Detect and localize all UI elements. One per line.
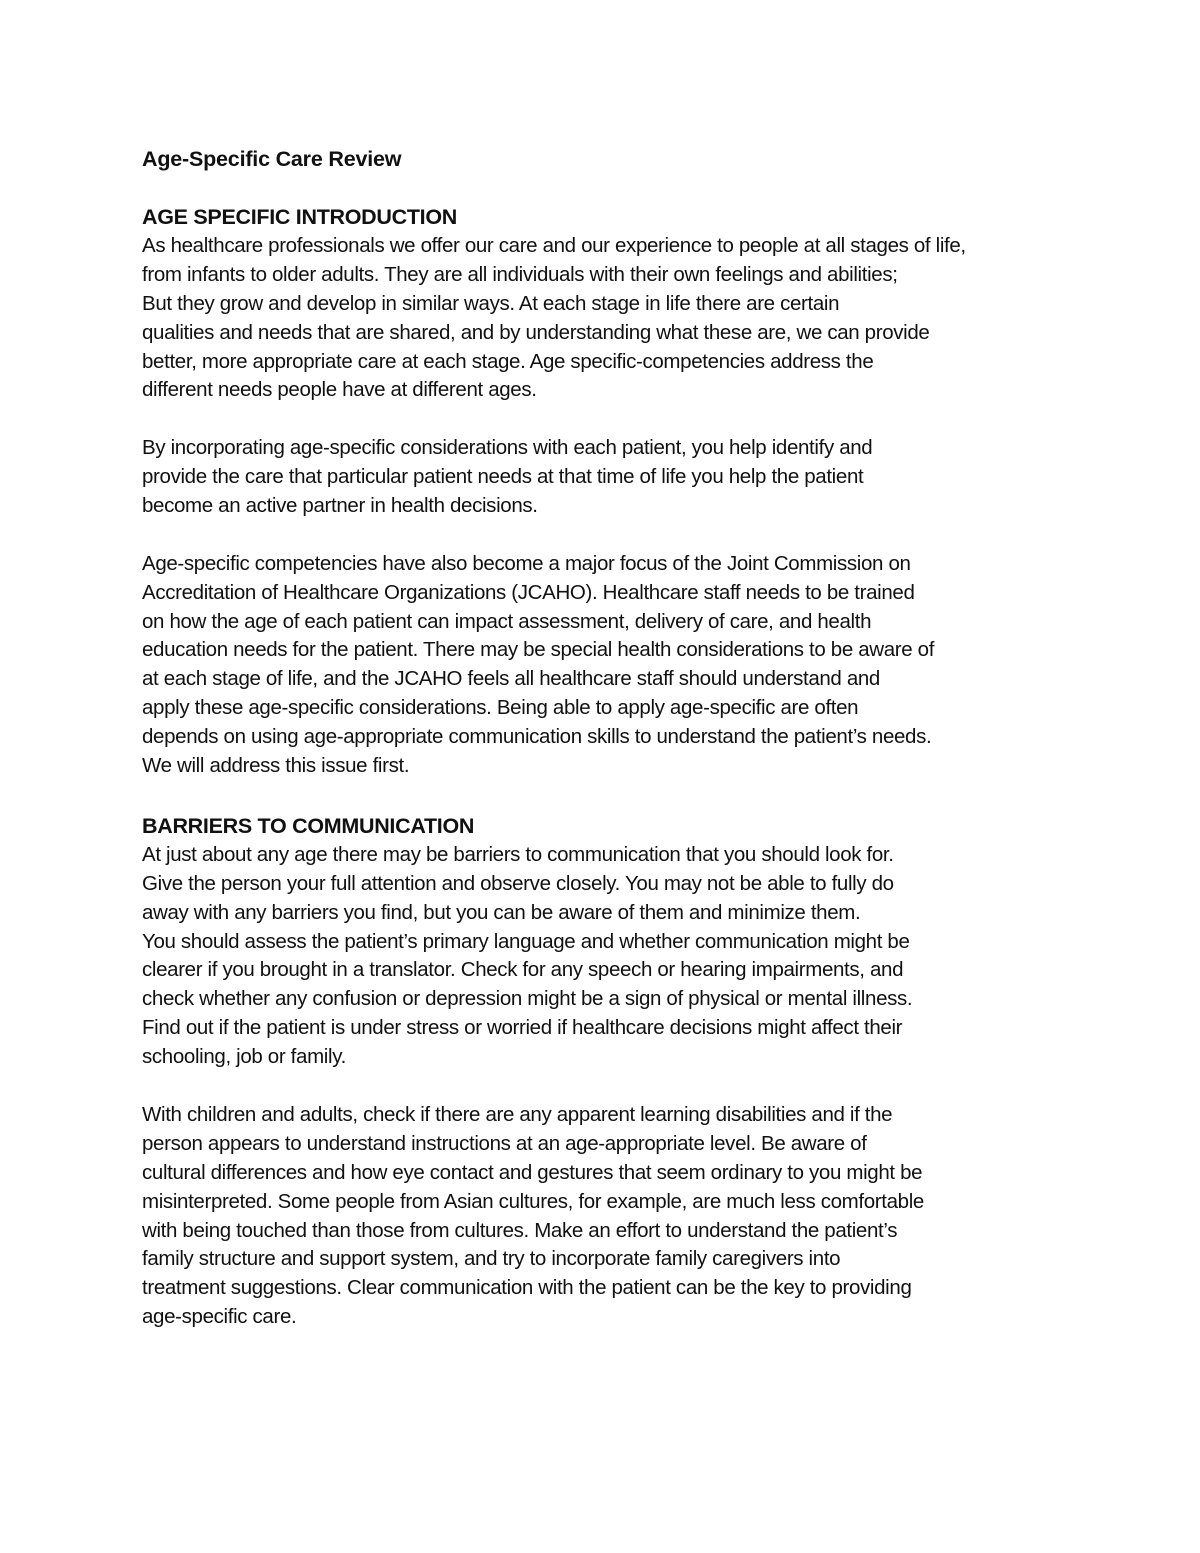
text-line: We will address this issue first. xyxy=(142,754,410,778)
text-line: person appears to understand instructions at an age-appropriate level. Be aware of xyxy=(142,1131,867,1155)
text-line: treatment suggestions. Clear communication with the patient can be the key to providing xyxy=(142,1276,912,1300)
text-line: At just about any age there may be barriers to communication that you should look for. xyxy=(142,842,894,866)
spacer xyxy=(142,175,1072,202)
document-body xyxy=(142,143,1072,1332)
text-line: on how the age of each patient can impact assessment, delivery of care, and health xyxy=(142,609,872,633)
text-line: With children and adults, check if there are any apparent learning disabilities and if the xyxy=(142,1102,893,1126)
text-line: away with any barriers you find, but you can be aware of them and minimize them. xyxy=(142,900,861,924)
text-line: better, more appropriate care at each stage. Age specific-competencies address the xyxy=(142,349,874,373)
text-line: You should assess the patient’s primary language and whether communication might be xyxy=(142,929,910,953)
text-line: But they grow and develop in similar ways. At each stage in life there are certain xyxy=(142,291,840,315)
section-barriers-to-communication xyxy=(142,811,1072,1332)
text-line: Accreditation of Healthcare Organizations (JCAHO). Healthcare staff needs to be trained xyxy=(142,580,915,604)
text-line: family structure and support system, and try to incorporate family caregivers into xyxy=(142,1247,841,1271)
text-line: Give the person your full attention and observe closely. You may not be able to fully do xyxy=(142,871,894,895)
text-line: misinterpreted. Some people from Asian cultures, for example, are much less comfortable xyxy=(142,1189,924,1213)
text-line: As healthcare professionals we offer our care and our experience to people at all stages of life, xyxy=(142,234,966,257)
text-line: provide the care that particular patient needs at that time of life you help the patient xyxy=(142,465,864,489)
spacer xyxy=(142,1072,1072,1101)
text-line: education needs for the patient. There may be special health considerations to be aware of xyxy=(142,638,935,662)
text-line: Age-specific competencies have also become a major focus of the Joint Commission on xyxy=(142,551,911,575)
text-line: By incorporating age-specific considerations with each patient, you help identify and xyxy=(142,436,873,460)
paragraph xyxy=(142,550,1072,781)
text-line: depends on using age-appropriate communication skills to understand the patient’s needs. xyxy=(142,725,932,749)
paragraph xyxy=(142,232,1072,405)
text-line: check whether any confusion or depression might be a sign of physical or mental illness. xyxy=(142,987,913,1011)
paragraph xyxy=(142,1101,1072,1332)
section-age-specific-introduction xyxy=(142,202,1072,781)
spacer xyxy=(142,405,1072,434)
text-line: clearer if you brought in a translator. Check for any speech or hearing impairments, and xyxy=(142,958,904,982)
paragraph xyxy=(142,434,1072,521)
text-line: different needs people have at different ages. xyxy=(142,378,537,402)
section-heading: AGE SPECIFIC INTRODUCTION xyxy=(142,205,458,229)
text-line: from infants to older adults. They are all individuals with their own feelings and abilities; xyxy=(142,262,898,286)
text-line: become an active partner in health decisions. xyxy=(142,494,538,518)
section-heading: BARRIERS TO COMMUNICATION xyxy=(142,813,475,838)
text-line: apply these age-specific considerations. Being able to apply age-specific are often xyxy=(142,696,859,720)
text-line: age-specific care. xyxy=(142,1305,297,1329)
text-line: qualities and needs that are shared, and by understanding what these are, we can provide xyxy=(142,320,930,344)
text-line: with being touched than those from cultures. Make an effort to understand the patient’s xyxy=(142,1218,898,1242)
document-title: Age-Specific Care Review xyxy=(142,147,402,171)
text-line: schooling, job or family. xyxy=(142,1045,346,1069)
spacer xyxy=(142,521,1072,550)
text-line: cultural differences and how eye contact and gestures that seem ordinary to you might be xyxy=(142,1160,923,1184)
paragraph xyxy=(142,841,1072,1072)
text-line: Find out if the patient is under stress or worried if healthcare decisions might affect their xyxy=(142,1016,903,1040)
spacer xyxy=(142,781,1072,811)
text-line: at each stage of life, and the JCAHO feels all healthcare staff should understand and xyxy=(142,667,880,691)
